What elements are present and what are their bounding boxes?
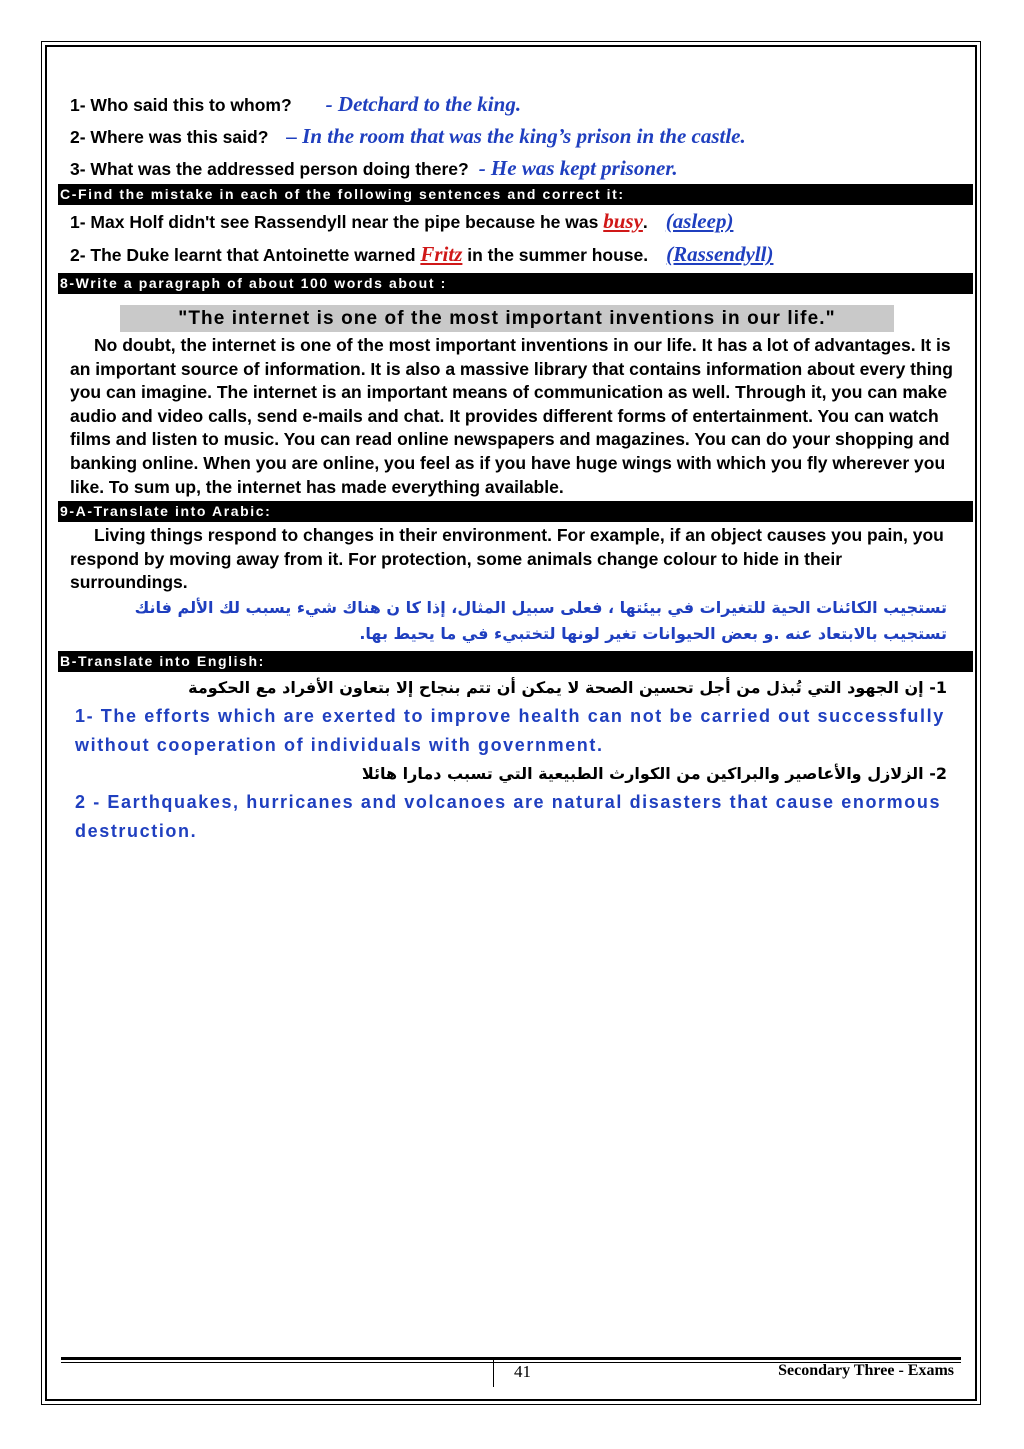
footer-rule	[61, 1357, 961, 1360]
correction-word: (Rassendyll)	[666, 242, 774, 266]
mistake-item-1: 1- Max Holf didn't see Rassendyll near the pipe because he was busy. (asleep)	[70, 209, 734, 233]
paragraph-topic: "The internet is one of the most important inventions in our life."	[120, 305, 894, 332]
question-3: 3- What was the addressed person doing there? - He was kept prisoner.	[70, 156, 678, 180]
correction-word: (asleep)	[665, 209, 734, 233]
answer-1: - Detchard to the king.	[325, 92, 522, 116]
answer-2: – In the room that was the king’s prison in the castle.	[286, 124, 746, 148]
section-heading-mistakes: C-Find the mistake in each of the following sentences and correct it:	[58, 184, 973, 205]
translate-english-source-1: 1- إن الجهود التي تُبذل من أجل تحسين الصحة لا يمكن أن تتم بنجاح إلا بتعاون الأفراد مع الحكومة	[188, 677, 947, 697]
section-heading-translate-english: B-Translate into English:	[58, 651, 973, 672]
translate-english-answer-1: 1- The efforts which are exerted to improve health can not be carried out successfully without cooperation of individuals with government.	[75, 705, 945, 755]
answer-3: - He was kept prisoner.	[478, 156, 678, 180]
page-number: 41	[514, 1362, 531, 1381]
footer-title: Secondary Three - Exams	[778, 1362, 954, 1379]
question-1: 1- Who said this to whom? - Detchard to the king.	[70, 92, 522, 116]
translate-arabic-answer: تستجيب الكائنات الحية للتغيرات في بيئتها ، فعلى سبيل المثال، إذا كا ن هناك شيء يسبب لك الألم فانك تستجيب بالابتعاد عنه .و بعض الحيوانات تغير لونها لتختبيء في ما يحيط بها.	[134, 597, 947, 643]
section-heading-paragraph: 8-Write a paragraph of about 100 words about :	[58, 273, 973, 294]
page-content	[58, 88, 973, 846]
paragraph-body: No doubt, the internet is one of the most important inventions in our life. It has a lot of advantages. It is an important source of information. It is also a massive library that contains information about every thing you can imagine. The internet is an important means of communication as well. Through it, you can make audio and video calls, send e-mails and chat. It provides different forms of entertainment. You can watch films and listen to music. You can read online newspapers and magazines. You can do your shopping and banking online. When you are online, you feel as if you have huge wings with which you fly wherever you like. To sum up, the internet has made everything available.	[70, 335, 953, 497]
translate-arabic-source: Living things respond to changes in their environment. For example, if an object causes you pain, you respond by moving away from it. For protection, some animals change colour to hide in their surroundings.	[70, 525, 944, 593]
translate-english-answer-2: 2 - Earthquakes, hurricanes and volcanoes are natural disasters that cause enormous destruction.	[75, 791, 942, 841]
translate-english-source-2: 2- الزلازل والأعاصير والبراكين من الكوارث الطبيعية التي تسبب دمارا هائلا	[361, 763, 947, 783]
footer-divider	[493, 1360, 494, 1387]
mistake-word: Fritz	[420, 242, 463, 266]
question-2: 2- Where was this said? – In the room that was the king’s prison in the castle.	[70, 124, 746, 148]
mistake-item-2: 2- The Duke learnt that Antoinette warned Fritz in the summer house. (Rassendyll)	[70, 242, 774, 266]
section-heading-translate-arabic: 9-A-Translate into Arabic:	[58, 501, 973, 522]
mistake-word: busy	[603, 209, 643, 233]
